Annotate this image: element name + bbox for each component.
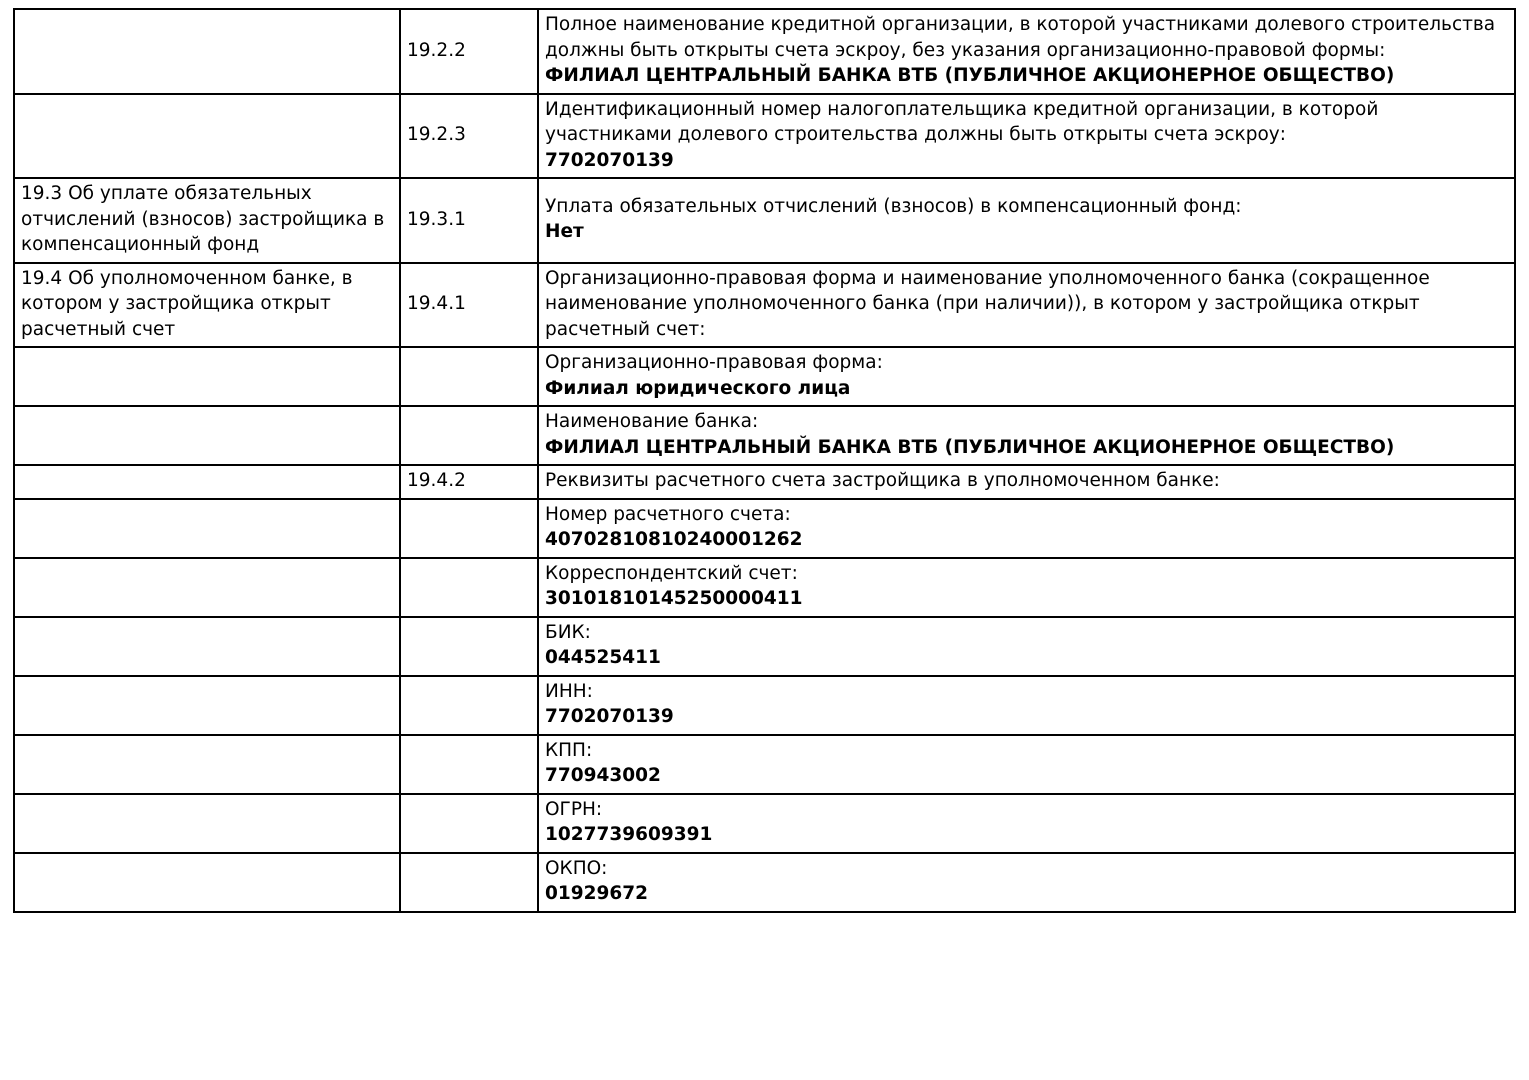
section-cell: [14, 178, 400, 263]
field-label: Полное наименование кредитной организации, в которой участниками долевого строительства должны быть открыты счета эскроу, без указания организационно-правовой формы:: [545, 14, 1496, 61]
table-row: [14, 263, 1515, 348]
field-label: ОГРН:: [545, 798, 603, 820]
content-cell: [538, 9, 1515, 94]
item-number: 19.4.2: [407, 470, 466, 492]
table-row: [14, 178, 1515, 263]
item-number-cell: [400, 853, 538, 912]
field-value: 770943002: [545, 765, 661, 787]
field-label: ОКПО:: [545, 857, 608, 879]
item-number-cell: [400, 617, 538, 676]
section-cell: [14, 794, 400, 853]
field-value: 7702070139: [545, 149, 674, 171]
field-value: 1027739609391: [545, 824, 713, 846]
field-value: Нет: [545, 221, 584, 243]
table-row: [14, 735, 1515, 794]
content-cell: [538, 735, 1515, 794]
content-cell: [538, 263, 1515, 348]
table-row: [14, 794, 1515, 853]
field-label: Номер расчетного счета:: [545, 503, 791, 525]
field-value: Филиал юридического лица: [545, 377, 851, 399]
content-cell: [538, 94, 1515, 179]
section-cell: [14, 853, 400, 912]
field-label: Наименование банка:: [545, 411, 759, 433]
table-row: [14, 347, 1515, 406]
content-cell: [538, 853, 1515, 912]
field-label: Идентификационный номер налогоплательщика кредитной организации, в которой участниками долевого строительства должны быть открыты счета эскроу:: [545, 98, 1379, 146]
item-number-cell: [400, 735, 538, 794]
table-row: [14, 499, 1515, 558]
item-number-cell: [400, 558, 538, 617]
table-row: [14, 406, 1515, 465]
declaration-table: [13, 8, 1516, 913]
item-number: 19.2.3: [407, 124, 466, 146]
field-value: 044525411: [545, 647, 661, 669]
section-cell: [14, 9, 400, 94]
table-row: [14, 558, 1515, 617]
item-number-cell: [400, 499, 538, 558]
section-cell: [14, 617, 400, 676]
field-value: 01929672: [545, 883, 648, 905]
section-cell: [14, 558, 400, 617]
section-cell: [14, 676, 400, 735]
content-cell: [538, 676, 1515, 735]
section-cell: [14, 94, 400, 179]
content-cell: [538, 558, 1515, 617]
content-cell: [538, 617, 1515, 676]
section-cell: [14, 465, 400, 499]
field-value: ФИЛИАЛ ЦЕНТРАЛЬНЫЙ БАНКА ВТБ (ПУБЛИЧНОЕ АКЦИОНЕРНОЕ ОБЩЕСТВО): [545, 65, 1395, 87]
content-cell: [538, 499, 1515, 558]
section-cell: [14, 499, 400, 558]
table-row: [14, 465, 1515, 499]
section-title: 19.3 Об уплате обязательных отчислений (взносов) застройщика в компенсационный фонд: [21, 183, 385, 256]
item-number-cell: [400, 794, 538, 853]
table-row: [14, 853, 1515, 912]
content-cell: [538, 794, 1515, 853]
section-cell: [14, 735, 400, 794]
item-number-cell: [400, 94, 538, 179]
item-number-cell: [400, 676, 538, 735]
content-cell: [538, 178, 1515, 263]
field-label: Корреспондентский счет:: [545, 562, 798, 584]
field-label: Реквизиты расчетного счета застройщика в уполномоченном банке:: [545, 470, 1220, 492]
field-label: Организационно-правовая форма:: [545, 352, 883, 374]
item-number-cell: [400, 9, 538, 94]
table-row: [14, 676, 1515, 735]
field-label: Организационно-правовая форма и наименование уполномоченного банка (сокращенное наименование уполномоченного банка (при наличии)), в котором у застройщика открыт расчетный счет:: [545, 267, 1430, 340]
item-number-cell: [400, 263, 538, 348]
item-number: 19.4.1: [407, 293, 466, 315]
field-label: ИНН:: [545, 680, 593, 702]
table-row: [14, 9, 1515, 94]
field-value: 30101810145250000411: [545, 588, 803, 610]
field-label: БИК:: [545, 621, 591, 643]
section-cell: [14, 263, 400, 348]
item-number: 19.3.1: [407, 208, 466, 230]
item-number-cell: [400, 178, 538, 263]
field-label: КПП:: [545, 739, 593, 761]
section-title: 19.4 Об уполномоченном банке, в котором у застройщика открыт расчетный счет: [21, 267, 353, 340]
item-number-cell: [400, 406, 538, 465]
table-row: [14, 94, 1515, 179]
content-cell: [538, 347, 1515, 406]
content-cell: [538, 406, 1515, 465]
item-number-cell: [400, 347, 538, 406]
content-cell: [538, 465, 1515, 499]
field-value: 40702810810240001262: [545, 529, 803, 551]
item-number-cell: [400, 465, 538, 499]
item-number: 19.2.2: [407, 39, 466, 61]
table-row: [14, 617, 1515, 676]
section-cell: [14, 406, 400, 465]
field-value: ФИЛИАЛ ЦЕНТРАЛЬНЫЙ БАНКА ВТБ (ПУБЛИЧНОЕ АКЦИОНЕРНОЕ ОБЩЕСТВО): [545, 436, 1395, 458]
field-label: Уплата обязательных отчислений (взносов) в компенсационный фонд:: [545, 195, 1242, 217]
field-value: 7702070139: [545, 706, 674, 728]
section-cell: [14, 347, 400, 406]
